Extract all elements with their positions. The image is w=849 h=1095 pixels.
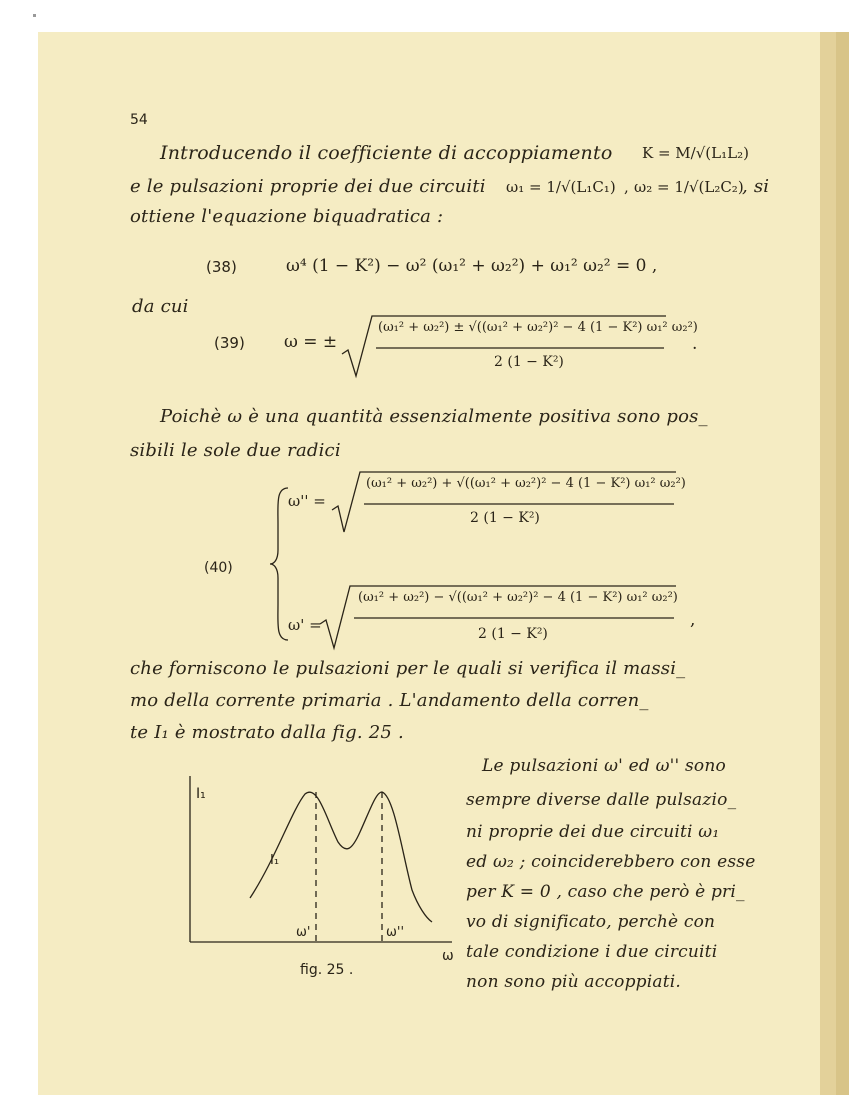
para4-line4: ed ω₂ ; coinciderebbero con esse: [466, 852, 756, 872]
para1-line2: e le pulsazioni proprie dei due circuiti: [130, 176, 486, 197]
para1-line1: Introducendo il coefficiente di accoppiamento: [160, 142, 613, 164]
para4-line1: Le pulsazioni ω' ed ω'' sono: [482, 756, 726, 776]
eq38-formula: ω⁴ (1 − K²) − ω² (ω₁² + ω₂²) + ω₁² ω₂² = 0 ,: [286, 256, 658, 276]
w1-definition: ω₁ = 1/√(L₁C₁): [506, 178, 616, 196]
k-definition: K = M/√(L₁L₂): [642, 144, 749, 162]
peak1-label: ω': [296, 925, 311, 940]
eq39-lhs: ω = ±: [284, 332, 338, 352]
para4-line7: tale condizione i due circuiti: [466, 942, 718, 962]
eq38-label: (38): [206, 258, 237, 276]
para4-line8: non sono più accoppiati.: [466, 972, 681, 992]
def-separator: ,: [624, 178, 629, 196]
eq39-end: .: [692, 334, 698, 354]
para4-line5: per K = 0 , caso che però è pri_: [466, 882, 745, 902]
eq40-end: ,: [690, 610, 696, 630]
para3-line2: mo della corrente primaria . L'andamento della corren_: [130, 690, 649, 711]
curve-label: I₁: [270, 853, 280, 868]
eq40-upper-lhs: ω'' =: [288, 492, 326, 510]
eq40-lower-denominator: 2 (1 − K²): [478, 626, 548, 642]
eq39-numerator: (ω₁² + ω₂²) ± √((ω₁² + ω₂²)² − 4 (1 − K²) ω₁² ω₂²): [378, 320, 698, 335]
next-page-edge-shadow: [836, 32, 849, 1095]
para4-line2: sempre diverse dalle pulsazio_: [466, 790, 737, 810]
scan-mark: [33, 14, 36, 17]
page-number: 54: [130, 112, 148, 128]
para3-line3: te I₁ è mostrato dalla fig. 25 .: [130, 722, 404, 743]
eq40-upper-denominator: 2 (1 − K²): [470, 510, 540, 526]
figure-25: [180, 770, 460, 1000]
para4-line3: ni proprie dei due circuiti ω₁: [466, 822, 720, 842]
da-cui: da cui: [132, 296, 189, 317]
eq40-lower-lhs: ω' =: [288, 616, 322, 634]
para1-line2-end: , si: [742, 176, 770, 197]
para2-line2: sibili le sole due radici: [130, 440, 341, 461]
eq40-label: (40): [204, 560, 233, 576]
figure-caption: fig. 25 .: [300, 962, 354, 978]
eq40-upper-numerator: (ω₁² + ω₂²) + √((ω₁² + ω₂²)² − 4 (1 − K²) ω₁² ω₂²): [366, 476, 686, 491]
y-axis-label: I₁: [196, 786, 206, 802]
x-axis-label: ω: [442, 948, 454, 964]
peak2-label: ω'': [386, 925, 405, 940]
eq39-label: (39): [214, 334, 245, 352]
w2-definition: ω₂ = 1/√(L₂C₂): [634, 178, 744, 196]
eq40-lower-numerator: (ω₁² + ω₂²) − √((ω₁² + ω₂²)² − 4 (1 − K²) ω₁² ω₂²): [358, 590, 678, 605]
eq39-denominator: 2 (1 − K²): [494, 354, 564, 370]
para3-line1: che forniscono le pulsazioni per le quali si verifica il massi_: [130, 658, 686, 679]
para2-line1: Poichè ω è una quantità essenzialmente positiva sono pos_: [160, 406, 708, 427]
para4-line6: vo di significato, perchè con: [466, 912, 716, 932]
para1-line3: ottiene l'equazione biquadratica :: [130, 206, 444, 227]
